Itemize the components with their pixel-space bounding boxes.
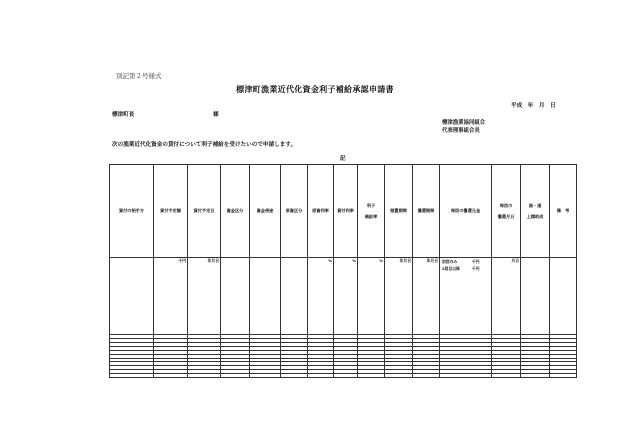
table-cell[interactable]	[334, 373, 358, 377]
table-cell[interactable]	[550, 257, 577, 334]
col-header: 償還期間	[413, 165, 440, 258]
col-header: 備 考	[550, 165, 577, 258]
ki-marker: 記	[340, 156, 346, 162]
table-cell[interactable]	[110, 257, 154, 334]
table-cell[interactable]: 千円	[154, 257, 188, 334]
applicant-representative: 代表理事組合長	[442, 128, 480, 134]
table-cell[interactable]	[308, 373, 334, 377]
col-header: 原資区分	[281, 165, 308, 258]
document-title: 標津町漁業近代化資金利子補給承認申請書	[236, 85, 394, 94]
col-header: 毎回の償還元金	[440, 165, 492, 258]
table-cell[interactable]	[550, 373, 577, 377]
request-statement: 次の漁業近代化資金の貸付について利子補給を受けたいので申請します。	[112, 142, 297, 148]
col-header: 貸付の相手方	[110, 165, 154, 258]
col-header: 資金使途	[250, 165, 281, 258]
col-header: 利子 補給率	[358, 165, 385, 258]
col-header: 資金区分	[221, 165, 250, 258]
table-cell[interactable]	[110, 373, 154, 377]
application-date: 平成 年 月 日	[511, 103, 556, 109]
applicant-organization: 標津漁業協同組合	[442, 120, 486, 126]
col-header: 据置期間	[385, 165, 413, 258]
table-cell[interactable]: 初回のみ 千円 2回目以降 千円	[440, 257, 492, 334]
table-cell[interactable]: %	[308, 257, 334, 334]
table-cell[interactable]: %	[334, 257, 358, 334]
table-row	[110, 373, 577, 377]
table-header-row	[110, 165, 577, 258]
table-cell[interactable]	[250, 257, 281, 334]
col-header: 毎回の 償還月日	[492, 165, 521, 258]
table-cell[interactable]	[521, 257, 550, 334]
table-cell[interactable]: %	[358, 257, 385, 334]
table-cell[interactable]	[492, 373, 521, 377]
addressee: 標津町長	[112, 112, 135, 118]
col-header: 貸付予定日	[188, 165, 221, 258]
table-cell[interactable]	[250, 373, 281, 377]
table-cell[interactable]	[521, 373, 550, 377]
col-header: 国・道 上積助成	[521, 165, 550, 258]
col-header: 貸付予定額	[154, 165, 188, 258]
application-table	[109, 164, 577, 378]
table-cell[interactable]: 年月日	[188, 257, 221, 334]
table-cell[interactable]	[281, 257, 308, 334]
table-cell[interactable]: 年月日	[385, 257, 413, 334]
honorific: 様	[213, 112, 219, 118]
table-cell[interactable]	[281, 373, 308, 377]
form-number: 別記第２号様式	[116, 72, 162, 80]
table-cell[interactable]	[188, 373, 221, 377]
col-header: 原資利率	[308, 165, 334, 258]
table-cell[interactable]	[413, 373, 440, 377]
table-unit-row	[110, 257, 577, 334]
table-cell[interactable]: 月日	[492, 257, 521, 334]
table-cell[interactable]	[358, 373, 385, 377]
table-cell[interactable]: 年月日	[413, 257, 440, 334]
table-cell[interactable]	[221, 257, 250, 334]
table-cell[interactable]	[154, 373, 188, 377]
col-header: 貸付利率	[334, 165, 358, 258]
table-cell[interactable]	[440, 373, 492, 377]
blank-rows	[110, 335, 577, 378]
table-cell[interactable]	[221, 373, 250, 377]
table-cell[interactable]	[385, 373, 413, 377]
